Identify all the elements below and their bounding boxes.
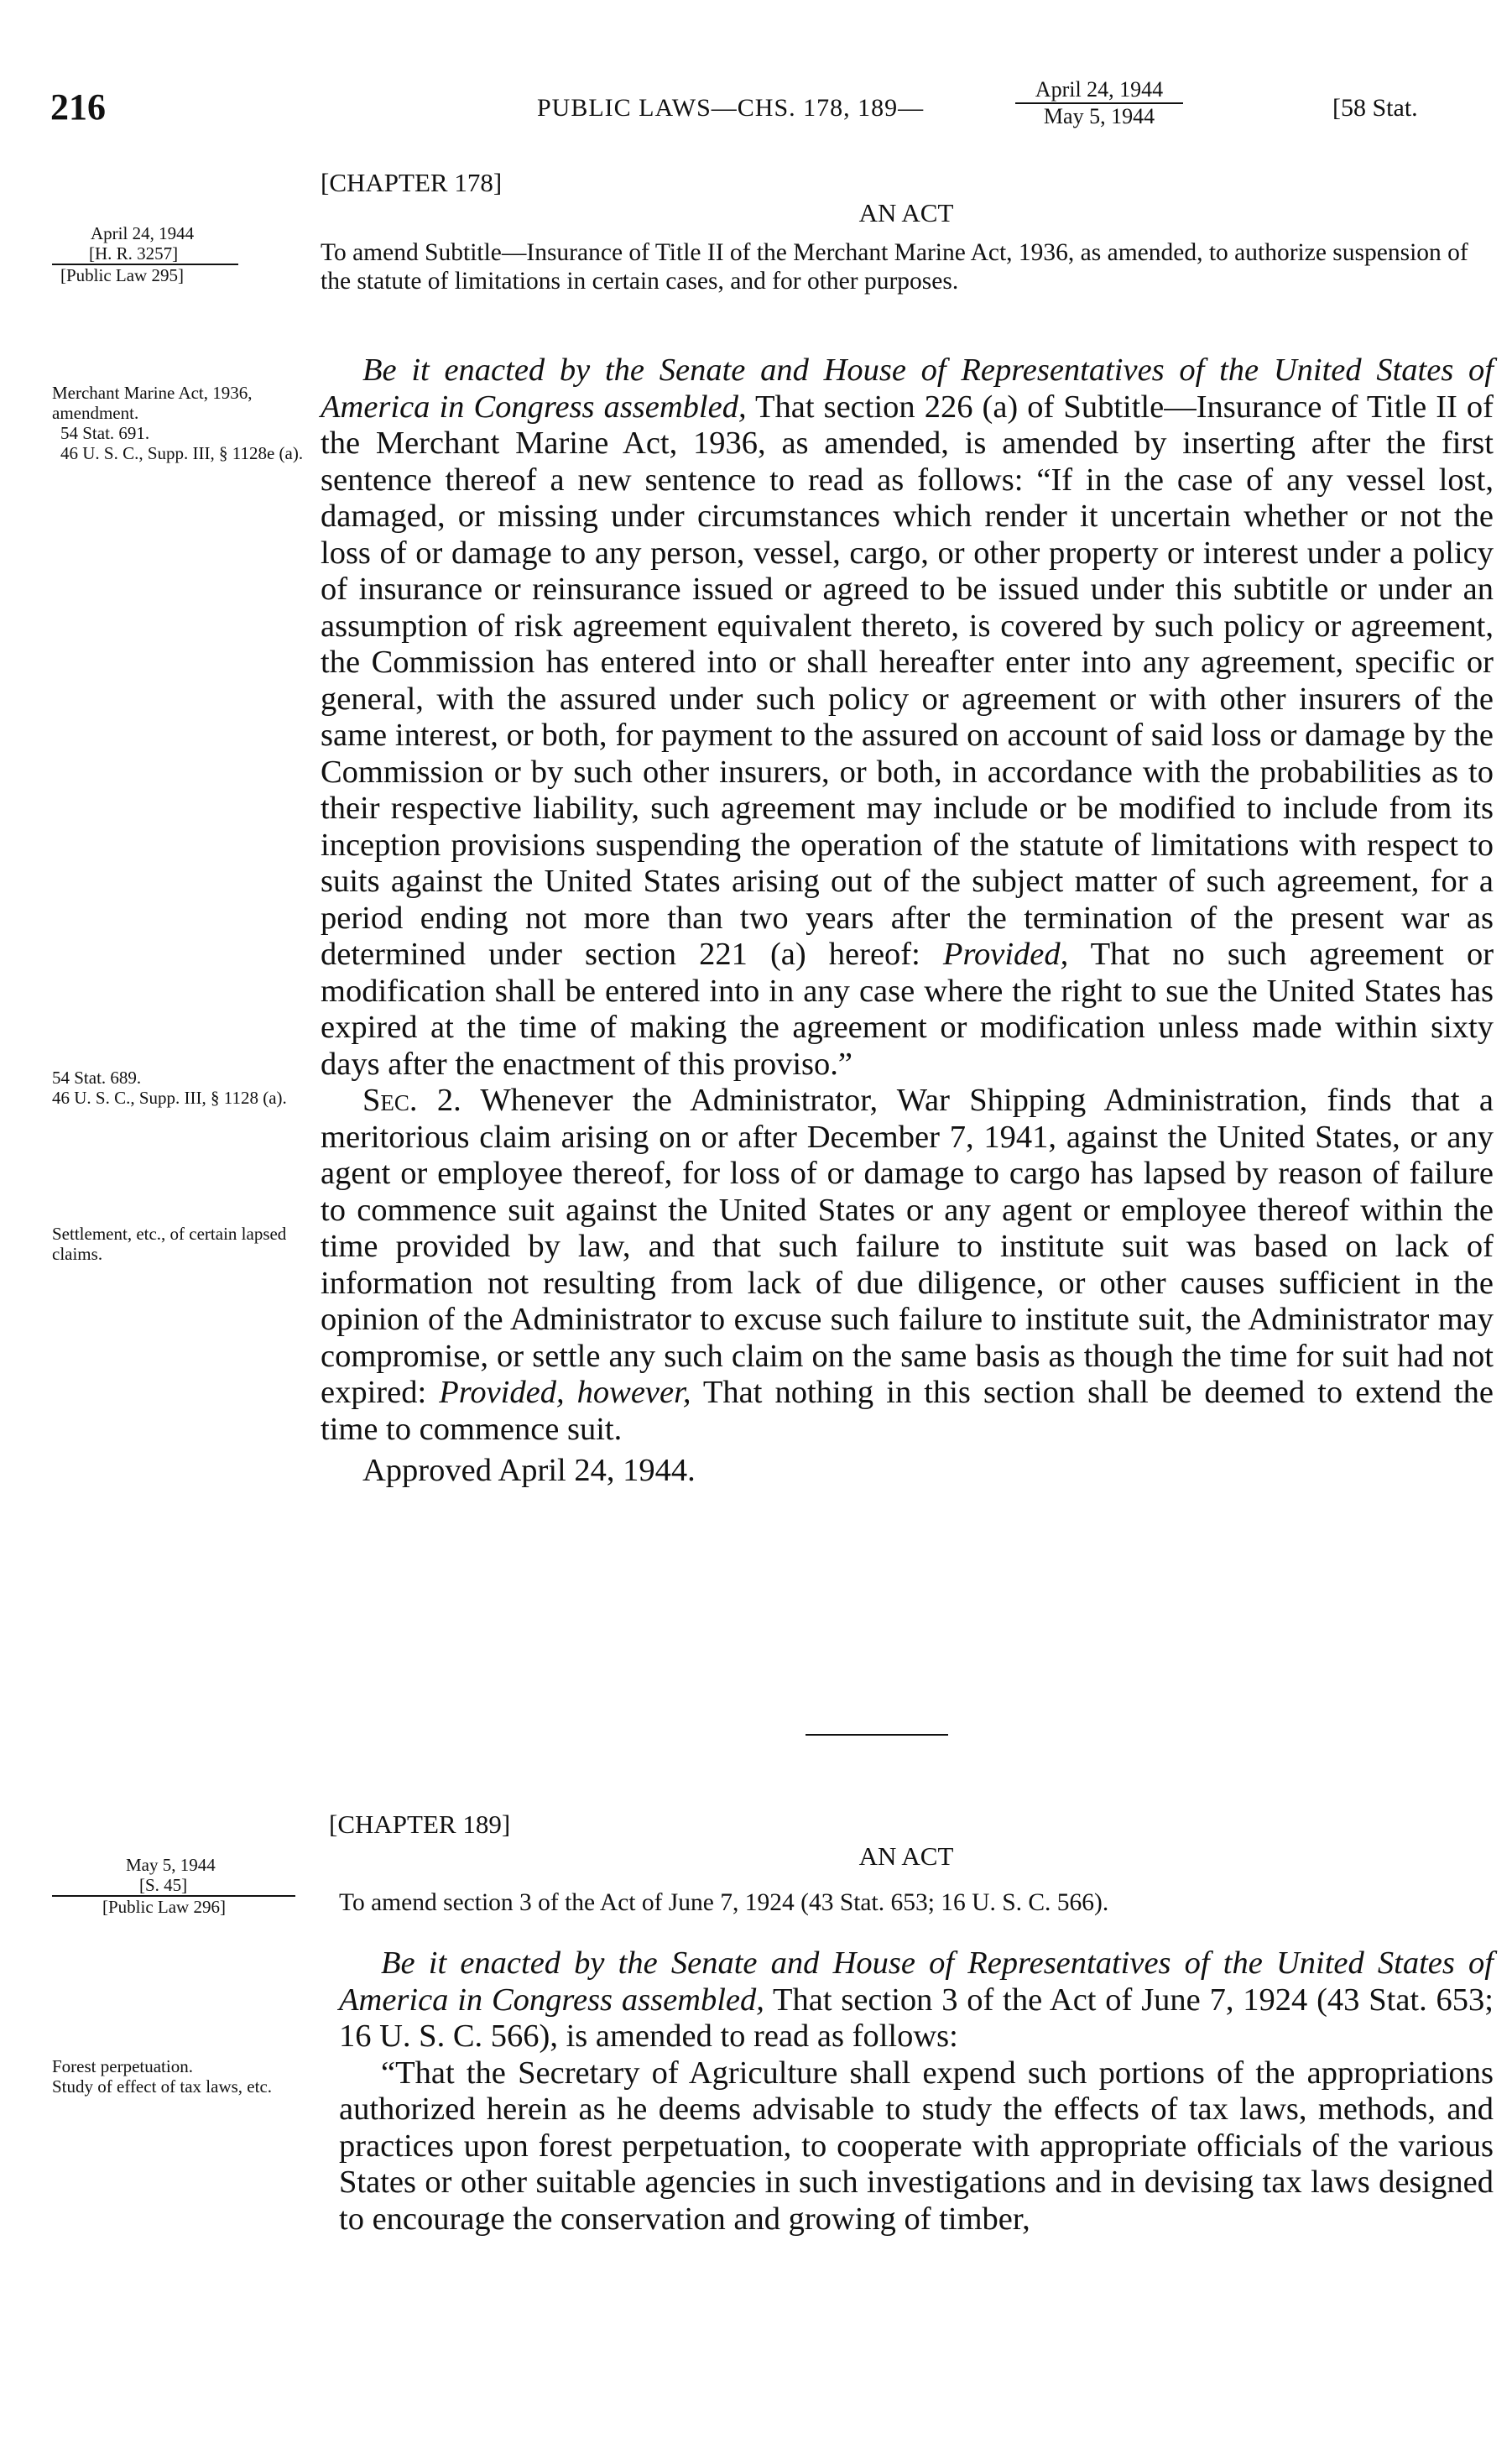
chapter-178-margin-notes-1 bbox=[52, 383, 312, 463]
chapter-178-sidenote-date: April 24, 1944 bbox=[91, 223, 195, 243]
chapter-separator-rule bbox=[806, 1734, 948, 1736]
chapter-178-heading: [CHAPTER 178] bbox=[321, 168, 503, 197]
chapter-189-title: To amend section 3 of the Act of June 7, 1924 (43 Stat. 653; 16 U. S. C. 566). bbox=[339, 1889, 1109, 1916]
margin-note-settlement: Settlement, etc., of certain lapsed claims. bbox=[52, 1224, 287, 1264]
margin-note-study-tax-laws: Study of effect of tax laws, etc. bbox=[52, 2076, 273, 2097]
chapter-178-sidenote bbox=[52, 223, 312, 285]
margin-note-forest-perpetuation: Forest perpetuation. bbox=[52, 2056, 193, 2076]
chapter-189-margin-notes bbox=[52, 2056, 312, 2097]
margin-note-46-usc-1128a: 46 U. S. C., Supp. III, § 1128 (a). bbox=[52, 1088, 287, 1108]
section-2-text-2: That nothing in this section shall be deemed to extend the time to commence suit. bbox=[321, 1375, 1494, 1447]
chapter-178-title bbox=[321, 238, 1494, 295]
running-head-date-top: April 24, 1944 bbox=[1015, 77, 1183, 104]
statute-reference: [58 Stat. bbox=[1332, 94, 1418, 122]
page-number: 216 bbox=[50, 86, 106, 128]
enacting-clause-189: Be it enacted by the Senate and House of Representatives of the United States of America in Congress assembled, bbox=[339, 1945, 1494, 2018]
margin-note-46-usc-1128e: 46 U. S. C., Supp. III, § 1128e (a). bbox=[60, 443, 304, 463]
section-1-text-1: That section 226 (a) of Subtitle—Insurance of Title II of the Merchant Marine Act, 1936, as amended, is amended by inserting after the first sentence thereof a new sentence to read as follows: “If in the case of any vessel lost, damaged, or missing under circumstances which render it uncertain whether or not the loss of or damage to any person, vessel, cargo, or other property or interest under a policy of insurance or reinsurance issued or agreed to be issued under this subtitle or under an assumption of risk agreement equivalent thereto, is covered by such policy or agreement, the Commission has entered into or shall hereafter enter into any agreement, specific or general, with the assured under such policy or agreement or with other insurers of the same interest, or both, for payment to the assured on account of said loss or damage by the Commission or by such other insurers, or both, in accordance with the probabilities as to their respective liability, such agreement may include or be modified to include from its inception provisions suspending the operation of the statute of limitations with respect to suits against the United States arising out of the subject matter of such agreement, for a period ending not more than two years after the termination of the present war as determined under section 221 (a) hereof: bbox=[321, 389, 1494, 972]
margin-note-merchant-marine: Merchant Marine Act, 1936, amendment. bbox=[52, 383, 253, 423]
proviso-178-2: Provided, however, bbox=[439, 1375, 691, 1410]
margin-note-54-stat-691: 54 Stat. 691. bbox=[60, 423, 150, 443]
section-1-text-2: That no such agreement or modification shall be entered into in any case where the right to sue the United States has expired at the time of making the agreement or modification unless made within sixty days after the enactment of this proviso.” bbox=[321, 937, 1494, 1082]
chapter-178-sidenote-bill: [H. R. 3257] bbox=[89, 243, 179, 264]
chapter-189-sidenote-date: May 5, 1944 bbox=[126, 1855, 216, 1875]
chapter-189-sidenote-bill: [S. 45] bbox=[139, 1875, 188, 1895]
chapter-189-heading: [CHAPTER 189] bbox=[329, 1810, 511, 1839]
running-head: PUBLIC LAWS—CHS. 178, 189— bbox=[537, 94, 925, 122]
approved-line: Approved April 24, 1944. bbox=[362, 1453, 696, 1488]
chapter-189-sidenote-law: [Public Law 296] bbox=[102, 1897, 226, 1917]
chapter-189-sidenote bbox=[52, 1855, 312, 1917]
section-2-text-1: Whenever the Administrator, War Shipping Administration, finds that a meritorious claim arising on or after December 7, 1941, against the United States, or any agent or employee thereof, for loss of or damage to cargo has lapsed by reason of failure to commence suit against the United States or any agent or employee thereof within the time provided by law, and that such failure to institute suit was based on lack of information not resulting from lack of due diligence, or other causes sufficient in the opinion of the Administrator to excuse such failure to institute suit, the Administrator may compromise, or settle any such claim on the same basis as though the time for suit had not expired: bbox=[321, 1083, 1494, 1410]
chapter-178-sidenote-law: [Public Law 295] bbox=[60, 265, 184, 285]
section-2-paragraph bbox=[321, 1083, 1494, 1448]
chapter-178-title-text: To amend Subtitle—Insurance of Title II of the Merchant Marine Act, 1936, as amended, to authorize suspension of the statute of limitations in certain cases, and for other purposes. bbox=[321, 239, 1468, 295]
enacting-clause-178: Be it enacted by the Senate and House of Representatives of the United States of America in Congress assembled, bbox=[321, 352, 1494, 425]
chapter-178-act-heading: AN ACT bbox=[858, 198, 954, 227]
chapter-189-text-1: That section 3 of the Act of June 7, 1924 (43 Stat. 653; 16 U. S. C. 566), is amended to read as follows: bbox=[339, 1982, 1494, 2054]
chapter-189-body bbox=[339, 1945, 1494, 2238]
chapter-189-act-heading: AN ACT bbox=[858, 1841, 954, 1871]
margin-note-54-stat-689: 54 Stat. 689. bbox=[52, 1068, 142, 1088]
running-head-dates bbox=[1015, 77, 1183, 129]
section-2-label: Sec. 2. bbox=[362, 1083, 461, 1118]
section-1-paragraph bbox=[321, 352, 1494, 1083]
chapter-178-body bbox=[321, 352, 1494, 1490]
chapter-178-margin-notes-2 bbox=[52, 1068, 312, 1108]
chapter-189-paragraph-2: “That the Secretary of Agriculture shall expend such portions of the appropriations authorized herein as he deems advisable to study the effects of tax laws, methods, and practices upon forest perpetuation, to cooperate with appropriate officials of the various States or other suitable agencies in such investigations and in devising tax laws designed to encourage the conservation and growing of timber, bbox=[339, 2055, 1494, 2237]
running-head-date-bottom: May 5, 1944 bbox=[1043, 104, 1155, 128]
chapter-189-paragraph-1 bbox=[339, 1945, 1494, 2055]
proviso-178-1: Provided, bbox=[942, 937, 1069, 972]
